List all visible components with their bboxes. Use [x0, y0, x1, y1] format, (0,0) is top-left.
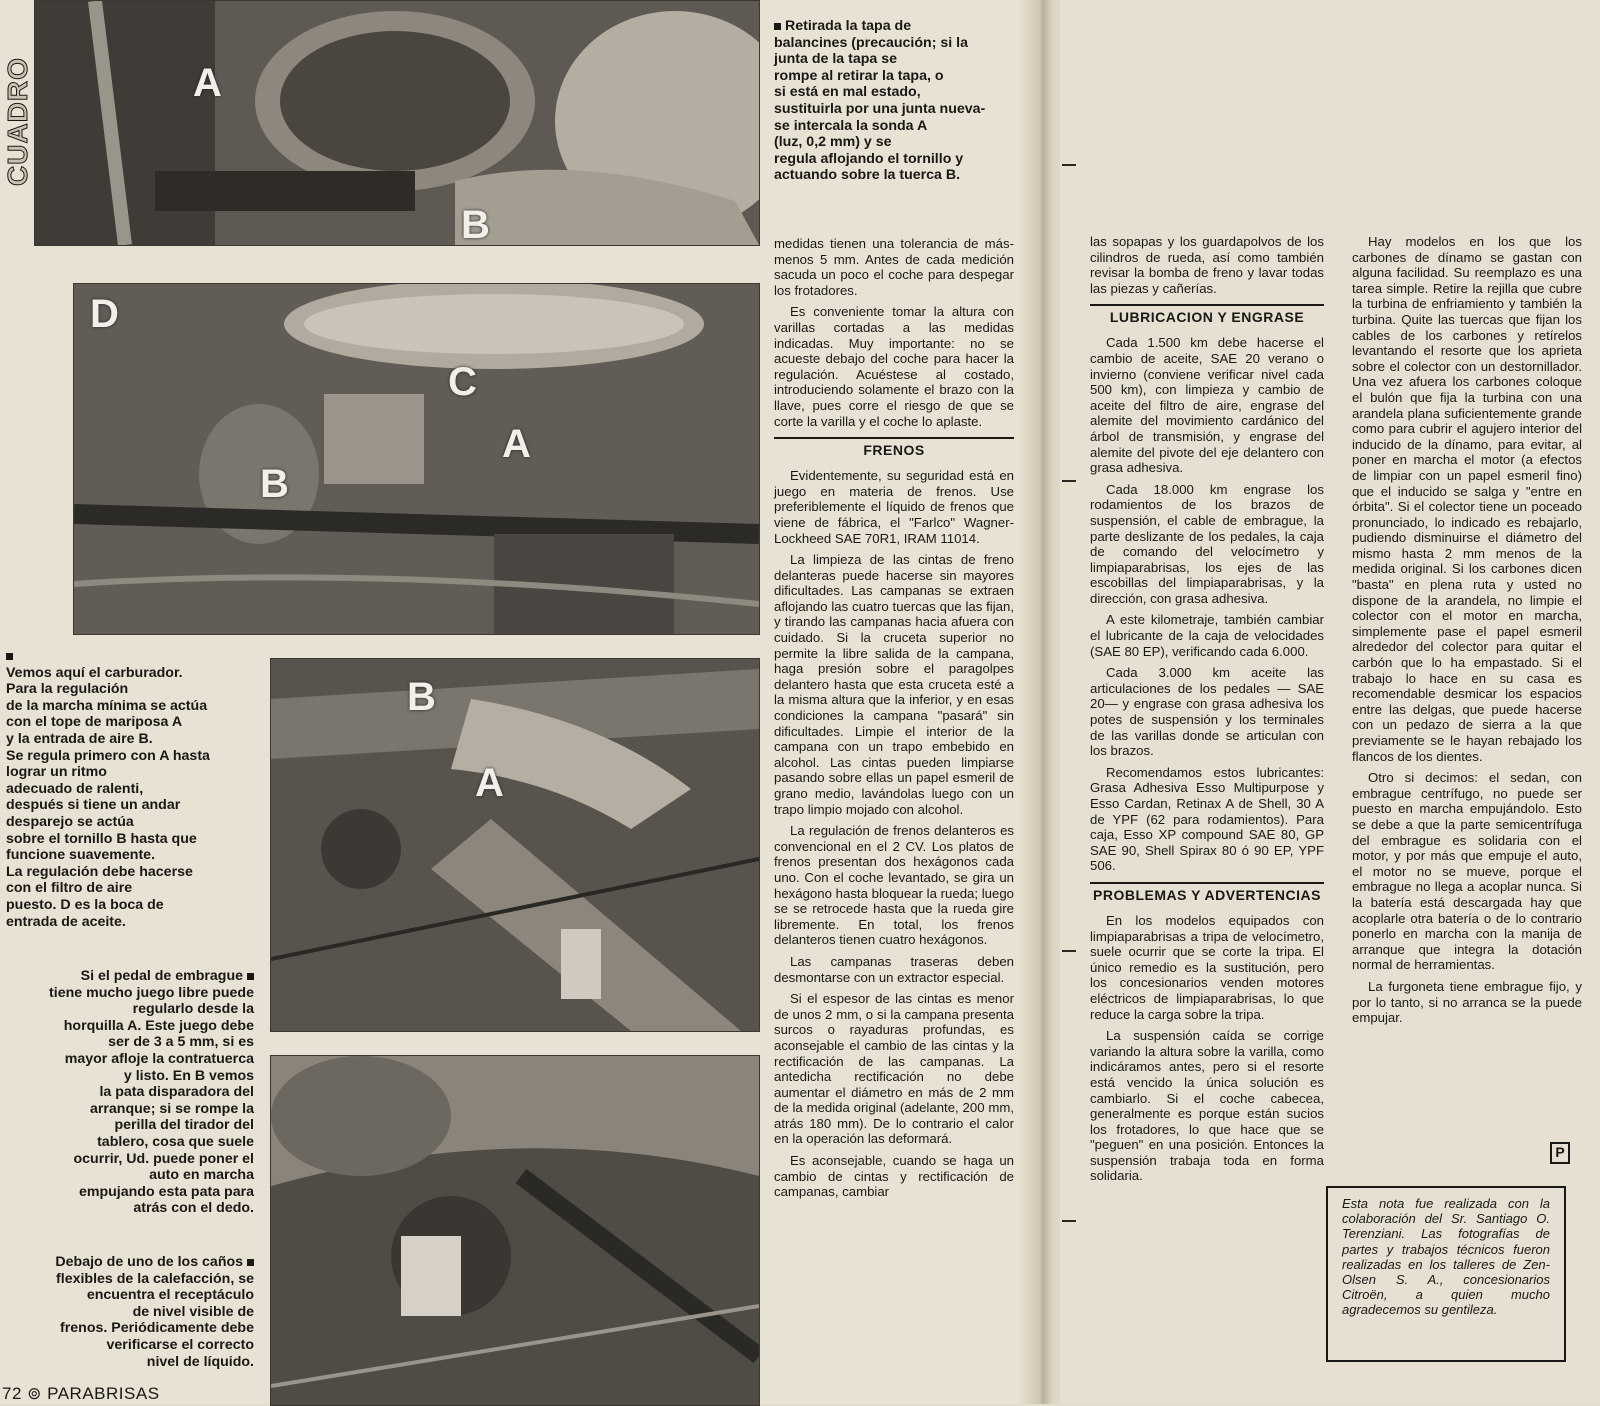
caption-line: de nivel visible de: [132, 1303, 254, 1320]
paragraph: Otro si decimos: el sedan, con embrague centrífugo, no puede ser puesto en marcha empujándolo. Esto se debe a que la parte semicentrífuga del embrague es solidaria con el motor, y por más que empuje el auto, el motor no se mueve, porque el embrague no llega a acoplar nunca. Si la batería está descargada hay que acoplarle otra batería o de lo contrario ponerlo en marcha con la manija de arranque que integra la dotación normal de herramientas.: [1352, 770, 1582, 973]
column-carbones: [1352, 234, 1582, 1032]
credit-box: Esta nota fue realizada con la colaboración del Sr. Santiago O. Terenziani. Las fotografías de partes y trabajos técnicos fueron realizadas en los talleres de Zen-Olsen S. A., concesionarios Citroën, a quien mucho agradecemos su gentileza.: [1326, 1186, 1566, 1362]
paragraph: las sopapas y los guardapolvos de los cilindros de rueda, así como también revisar la bomba de freno y lavar todas las piezas y cañerías.: [1090, 234, 1324, 296]
paragraph: Evidentemente, su seguridad está en juego en materia de frenos. Use preferiblemente el líquido de frenos que viene de fábrica, el "Farlco" Wagner-Lockheed SAE 70R1, IRAM 11014.: [774, 468, 1014, 546]
end-mark-badge: P: [1550, 1142, 1570, 1164]
magazine-name: PARABRISAS: [47, 1384, 160, 1403]
caption-line: encuentra el receptáculo: [86, 1287, 254, 1304]
paragraph: Las campanas traseras deben desmontarse con un extractor especial.: [774, 953, 1014, 985]
bullet-square: [247, 1259, 254, 1266]
photo-balancines: [34, 0, 760, 246]
paragraph: La limpieza de las cintas de freno delanteras puede hacerse sin mayores dificultades. Las campanas se extraen aflojando las cuatro tuercas que las fijan, y tirando las campanas hacia afuera con cuidado. Si la cruceta superior no permite la libre salida de la campana, haga presión sobre el paragolpes delantero hasta que esta cruceta esté a la misma altura que la inferior, y en esas condiciones la campana "pasará" sin dificultades. Limpie el interior de la campana con un trapo embebido en alcohol. Las cintas pueden limpiarse pasando sobre ellas un papel esmeril de grano medio, lavándolas luego con un trapo limpio mojado con alcohol.: [774, 552, 1014, 817]
caption-line: ser de 3 a 5 mm, si es: [108, 1034, 254, 1051]
caption-line: entrada de aceite.: [6, 913, 126, 930]
paragraph: La suspensión caída se corrige variando la altura sobre la varilla, como indicáramos antes, pero si el resorte está vencido la única solución es cambiarlo. Si el coche cabecea, generalmente es porque están sucios los frotadores, lo que hace que se "peguen" en una posición. Entonces la suspensión trabaja toda en forma solidaria.: [1090, 1028, 1324, 1184]
margin-tick: [1062, 950, 1076, 952]
caption-line: Se regula primero con A hasta: [6, 747, 210, 764]
caption-line: si está en mal estado,: [774, 84, 921, 101]
section-heading-frenos: FRENOS: [774, 437, 1014, 458]
paragraph: Es conveniente tomar la altura con varillas cortadas a las medidas indicadas. Muy importante: no se acueste debajo del coche para hacer la regulación. Acuéstese al costado, introduciendo solamente el brazo con la llave, pues corre el riesgo de que se corte la varilla y el coche lo aplaste.: [774, 304, 1014, 429]
bullet-square: [6, 653, 13, 660]
paragraph: Cada 1.500 km debe hacerse el cambio de aceite, SAE 20 verano o invierno (conviene verificar nivel cada 500 km), con limpieza y cambio de aceite del filtro de aire, engrase del alemite del movimiento cardánico del árbol de transmisión, y engrase del alemite del pivote del eje delantero con grasa adhesiva.: [1090, 335, 1324, 476]
caption-line: sobre el tornillo B hasta que: [6, 830, 197, 847]
caption-balancines: [774, 18, 1019, 184]
caption-line: perilla del tirador del: [114, 1117, 254, 1134]
caption-line: regularlo desde la: [132, 1001, 254, 1018]
caption-line: arranque; si se rompe la: [89, 1100, 254, 1117]
caption-line: se intercala la sonda A: [774, 117, 928, 134]
margin-tick: [1062, 480, 1076, 482]
caption-line: junta de la tapa se: [774, 51, 897, 68]
section-heading-lubricacion: LUBRICACION Y ENGRASE: [1090, 304, 1324, 325]
caption-line: La regulación debe hacerse: [6, 863, 193, 880]
caption-embrague: [6, 968, 254, 1217]
caption-line: flexibles de la calefacción, se: [56, 1270, 254, 1287]
caption-line: la pata disparadora del: [99, 1084, 254, 1101]
photo-marker-b: B: [407, 675, 436, 719]
bullet-square: [774, 23, 781, 30]
caption-line: funcione suavemente.: [6, 847, 156, 864]
caption-line: verificarse el correcto: [106, 1336, 254, 1353]
page-gutter: [1018, 0, 1066, 1404]
paragraph: La regulación de frenos delanteros es convencional en el 2 CV. Los platos de frenos presentan dos hexágonos cada uno. Con el coche levantado, se gira un hexágono hasta bloquear la rueda; luego se se retrocede hasta que la rueda gire libremente. En total, los frenos delanteros tienen cuatro hexágonos.: [774, 823, 1014, 948]
photo-marker-a: A: [193, 61, 222, 105]
caption-line: auto en marcha: [149, 1167, 254, 1184]
caption-line: frenos. Periódicamente debe: [60, 1320, 254, 1337]
column-lubricacion: [1090, 234, 1324, 1190]
photo-marker-b: B: [260, 462, 289, 506]
caption-line: con el filtro de aire: [6, 880, 133, 897]
caption-line: actuando sobre la tuerca B.: [774, 167, 961, 184]
caption-line: rompe al retirar la tapa, o: [774, 67, 944, 84]
paragraph: La furgoneta tiene embrague fijo, y por lo tanto, si no arranca se la puede empujar.: [1352, 978, 1582, 1026]
caption-line: ocurrir, Ud. puede poner el: [73, 1150, 254, 1167]
caption-line: sustituirla por una junta nueva-: [774, 100, 986, 117]
margin-tick: [1062, 164, 1076, 166]
caption-line: y la entrada de aire B.: [6, 730, 153, 747]
caption-line: nivel de líquido.: [146, 1353, 254, 1370]
paragraph: A este kilometraje, también cambiar el lubricante de la caja de velocidades (SAE 80 EP), verificando cada 6.000.: [1090, 612, 1324, 659]
photo-embrague: [270, 658, 760, 1032]
margin-tick: [1062, 1220, 1076, 1222]
paragraph: En los modelos equipados con limpiaparabrisas a tripa de velocímetro, suele ocurrir que se corte la tripa. El único remedio es la sustitución, pero los concesionarios venden motores eléctricos de limpiaparabrisas, lo que reduce la carga sobre la tripa.: [1090, 912, 1324, 1022]
paragraph: Cada 3.000 km aceite las articulaciones de los pedales — SAE 20— y engrase con grasa adhesiva los potes de suspensión y los terminales de las varillas donde se articulan con los brazos.: [1090, 665, 1324, 759]
caption-deposito-freno: [6, 1254, 254, 1370]
caption-line: desparejo se actúa: [6, 813, 134, 830]
caption-line: Si el pedal de embrague: [80, 968, 244, 984]
photo-marker-a: A: [475, 761, 504, 805]
photo-marker-a: A: [502, 422, 531, 466]
caption-line: empujando esta pata para: [78, 1183, 254, 1200]
footer-bullet: ⊚: [27, 1384, 42, 1403]
paragraph: medidas tienen una tolerancia de más-menos 5 mm. Antes de cada medición sacuda un poco el coche para despegar los frotadores.: [774, 236, 1014, 298]
caption-line: puesto. D es la boca de: [6, 896, 164, 913]
caption-line: después si tiene un andar: [6, 797, 181, 814]
caption-line: tablero, cosa que suele: [97, 1133, 254, 1150]
caption-line: con el tope de mariposa A: [6, 714, 183, 731]
paragraph: Si el espesor de las cintas es menor de unos 2 mm, o si la campana presenta surcos o rayaduras profundas, es aconsejable el cambio de las cintas y la rectificación de las campanas. La antedicha rectificación no debe aumentar el diámetro en más de 2 mm de la medida original (adelante, 200 mm, atrás 180 mm). De lo contrario el calor en la operación las deformará.: [774, 991, 1014, 1147]
caption-line: adecuado de ralenti,: [6, 780, 144, 797]
caption-line: atrás con el dedo.: [133, 1200, 254, 1217]
caption-line: regula aflojando el tornillo y: [774, 150, 964, 167]
caption-line: Vemos aquí el carburador.: [6, 664, 183, 681]
caption-line: tiene mucho juego libre puede: [49, 984, 254, 1001]
caption-line: Debajo de uno de los caños: [55, 1254, 244, 1270]
caption-line: (luz, 0,2 mm) y se: [774, 134, 892, 151]
photo-marker-b: B: [461, 203, 490, 246]
section-label: CUADRO: [2, 57, 33, 187]
photo-carburador: [73, 283, 760, 635]
caption-line: horquilla A. Este juego debe: [63, 1017, 254, 1034]
paragraph: Hay modelos en los que los carbones de dínamo se gastan con alguna facilidad. Su reemplazo es una tarea simple. Retire la rejilla que cubre la turbina de enfriamiento y también la turbina. Quite las tuercas que fijan los cables de los carbones y retírelos levantando el resorte que los aprieta sobre el colector con un destornillador. Una vez afuera los carbones coloque el bulón que fija la turbina con una arandela plana suficientemente grande como para cubrir el agujero interior del inducido de la dínamo, para evitar, al poner en marcha el motor (a efectos de limpiar con un papel esmeril fino) que el inducido se salga y "entre en órbita". Si el colector tiene un poceado pronunciado, lo indicado es rebajarlo, pudiendo disminuirse el diámetro del mismo hasta 2 mm menos de la medida original. Si los carbones dicen "basta" en plena ruta y usted no dispone de la arandela, no limpie el colector con el motor en marcha, simplemente pase el papel esmeril alrededor del colector para quitar el carbón que lo ha empastado. Si el trabajo lo hace en su casa es recomendable desmicar los espacios entre las delgas, que puede hacerse con un pedazo de sierra a la que previamente se le hayan rebajado los flancos de los dientes.: [1352, 234, 1582, 764]
caption-line: y listo. En B vemos: [123, 1067, 254, 1084]
photo-marker-c: C: [448, 360, 477, 404]
page-footer: [2, 1384, 160, 1404]
caption-line: lograr un ritmo: [6, 764, 107, 781]
column-frenos: [774, 236, 1014, 1206]
paragraph: Recomendamos estos lubricantes: Grasa Adhesiva Esso Multipurpose y Esso Cardan, Retinax A de Shell, 30 A de YPF (62 para rodamientos). Para caja, Esso XP compound SAE 80, GP SAE 90, Shell Spirax 80 ó 90 EP, YPF 506.: [1090, 764, 1324, 874]
photo-deposito-freno: [270, 1055, 760, 1406]
section-heading-problemas: PROBLEMAS Y ADVERTENCIAS: [1090, 882, 1324, 903]
caption-line: mayor afloje la contratuerca: [64, 1050, 254, 1067]
caption-line: Para la regulación: [6, 681, 129, 698]
page-number: 72: [2, 1384, 22, 1403]
paragraph: Cada 18.000 km engrase los rodamientos de los brazos de suspensión, el cable de embrague, la parte deslizante de los pedales, la caja de comando del velocímetro y limpiaparabrisas, los ejes de las escobillas del limpiaparabrisas, y la dirección, con grasa adhesiva.: [1090, 481, 1324, 606]
photo-marker-d: D: [90, 292, 119, 336]
caption-line: balancines (precaución; si la: [774, 34, 968, 51]
caption-carburador: [6, 648, 268, 930]
caption-line: Retirada la tapa de: [784, 18, 912, 34]
bullet-square: [247, 973, 254, 980]
paragraph: Es aconsejable, cuando se haga un cambio de cintas y rectificación de campanas, cambiar: [774, 1153, 1014, 1200]
caption-line: de la marcha mínima se actúa: [6, 697, 208, 714]
